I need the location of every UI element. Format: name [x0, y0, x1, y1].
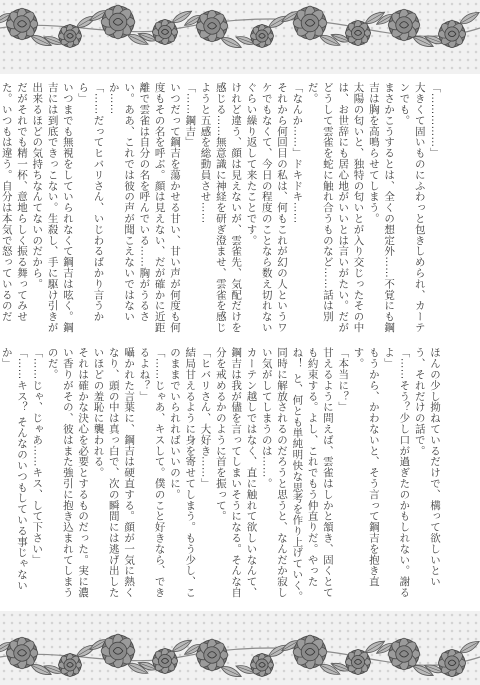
paragraph: 「……そう？少し口が過ぎたのかもしれない。謝るよ」	[383, 347, 411, 598]
paragraph: まさかこうするとは、全くの想定外……不覚にも鋼吉は胸を高鳴らせてしまう。	[367, 82, 396, 333]
rose-flower	[101, 5, 135, 39]
paragraph: 「……………」	[429, 82, 441, 159]
rose-flower	[293, 635, 327, 669]
paragraph: 結局甘えるように身を寄せてしまう。もう少し、このままでいられればいいのに。	[168, 347, 197, 598]
rose-flower	[6, 8, 38, 40]
rose-flower	[250, 653, 273, 676]
rose-flower	[293, 6, 327, 40]
paragraph: 「……キス？ そんなのいつもしている事じゃないか」	[0, 347, 28, 591]
rose-flower	[250, 24, 273, 47]
rose-flower	[101, 634, 135, 668]
rose-flower	[388, 9, 420, 41]
rose-flower	[6, 637, 38, 669]
paragraph: いつだって鋼吉を蕩かせる甘い、甘い声が何度も何度もその名を呼ぶ。顔は見えない、だが確かに近距離で雲雀は自分の名を呼んでいる……胸がうるさい。ああ、これでは彼の声が聞こえないではないか……	[107, 82, 181, 333]
lower-text-column	[0, 347, 442, 602]
rose-flower	[345, 649, 370, 674]
paragraph: だがそれでも精一杯、意地らしく振る舞ってみせた。いつもは違う。自分は本気で怒っているのだ	[0, 82, 28, 322]
paragraph: 同時に解放されるのだろうと思うと、なんだか寂しい気がしてしまうのは……。	[260, 347, 289, 598]
paragraph: 「……じゃあ、キスして。僕のこと好きなら、できるよね？」	[138, 347, 166, 598]
paragraph: カーテン越しではなく、直に触れて欲しいなんて、鋼吉は我が儘を言ってしまいそうになる。そんな自分を戒めるかのように首を振って。	[214, 347, 258, 598]
rose-flower	[196, 10, 228, 42]
rose-flower	[58, 653, 81, 676]
rose-flower	[152, 648, 177, 673]
rose-ornament	[0, 0, 480, 74]
paragraph: もうから、かわないと、そう言って鋼吉を抱き直す。	[352, 347, 380, 587]
paragraph: 囁かれた言葉に、鋼吉は硬直する。顔が一気に熱くなり、頭の中は真っ白で、次の瞬間には逃げ出したいほどの羞恥に襲われる。	[92, 347, 136, 598]
paragraph: ほんの少し拗ねているだけで、構って欲しいという、それだけの話で。	[413, 347, 441, 587]
paragraph: 「本当に？」	[337, 347, 350, 413]
paragraph: 「ヒバリさん、大好き……」	[199, 347, 212, 489]
rose-flower	[58, 24, 81, 47]
rose-flower	[438, 649, 465, 676]
rose-flower	[196, 639, 228, 671]
rose-flower	[438, 20, 465, 47]
paragraph: 「なんか……」ドキドキ……	[291, 82, 304, 224]
paragraph: 「……鋼吉」	[184, 82, 197, 148]
bottom-rose-border	[0, 611, 480, 685]
upper-text-column	[0, 82, 442, 337]
paragraph: それから何回目の私は、何もこれが幻の人というワケでもなくて、今日の程度のことなら数え切れないぐらい繰り返して来たことです。	[245, 82, 289, 333]
paragraph: けれど違う、顔は見えないが、雲雀先、気配だけを感じる……無意識に神経を研ぎ澄ませ、雲雀を感じようと五感を総動員させ……	[199, 82, 243, 333]
text-body	[0, 82, 442, 602]
paragraph: 「……だってヒバリさん、いじわるばかり言うから」	[77, 82, 105, 322]
paragraph: 太陽の匂いと、独特の匂いとが入り交じったその中は、お世辞にも居心地がいいとは言いがたい。だがどうして雲雀を蛇に触れ合うものなど……話は別だ。	[306, 82, 365, 333]
top-rose-border	[0, 0, 480, 74]
paragraph: 大きくて固いものにふわっと包きしめられ、カーテンでも。	[398, 82, 426, 333]
paragraph: 甘えるように問えば、雲雀はしかと頷き、固くとても約束する。よし、これでもう仲直りだ。やったね！ と、何とも単純明快な思考を作り上げていく。	[291, 347, 334, 602]
rose-flower	[345, 20, 370, 45]
paragraph: それは確かな決心を必要とするものだった。実に濃い香りがその、彼はまた強引に抱き込まれてしまうのだ。	[46, 347, 90, 598]
paragraph: 「……じゃ、じゃあ……キス、して下さい」	[31, 347, 44, 565]
rose-flower	[152, 19, 177, 44]
rose-flower	[388, 638, 420, 670]
rose-ornament	[0, 611, 480, 685]
paragraph: いつまでも無視をしていられなくて鋼吉は呟く。鋼吉には到底できっこない。生殺し、手に駆け引きが出来るほどの気持ちなんてないのだから。	[31, 82, 74, 333]
